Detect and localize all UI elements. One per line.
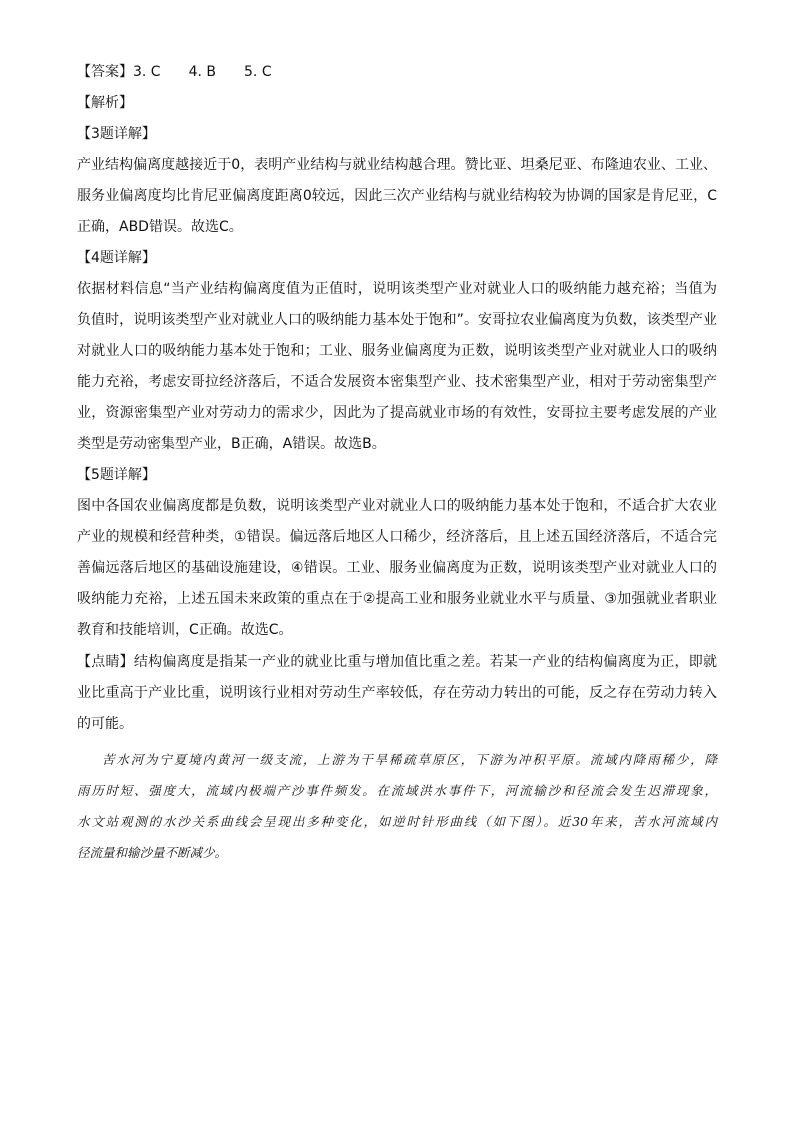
q3-line: 服务业偏离度均比肯尼亚偏离度距离0较远，因此三次产业结构与就业结构较为协调的国家是肯尼亚，C: [77, 188, 717, 204]
q4-line: 对就业人口的吸纳能力基本处于饱和；工业、服务业偏离度为正数，说明该类型产业对就业人口的吸纳: [77, 343, 717, 359]
q4-header: 【4题详解】: [77, 250, 156, 266]
note-line: 【点睛】结构偏离度是指某一产业的就业比重与增加值比重之差。若某一产业的结构偏离度为正，即就: [77, 654, 717, 670]
q5-line: 产业的规模和经营种类，①错误。偏远落后地区人口稀少，经济落后，且上述五国经济落后，不适合完: [77, 529, 717, 545]
answer-item-4: 4. B: [188, 64, 217, 80]
material-line: 苦水河为宁夏境内黄河一级支流，上游为干旱稀疏草原区，下游为冲积平原。流域内降雨稀少，降: [102, 752, 717, 767]
material-line: 雨历时短、强度大，流域内极端产沙事件频发。在流域洪水事件下，河流输沙和径流会发生迟滞现象，: [77, 783, 717, 798]
answer-item-3: 3. C: [133, 64, 161, 80]
note-line: 的可能。: [77, 716, 133, 732]
q4-line: 类型是劳动密集型产业，B正确，A错误。故选B。: [77, 436, 386, 452]
q3-line: 产业结构偏离度越接近于0，表明产业结构与就业结构越合理。赞比亚、坦桑尼亚、布隆迪农业、工业、: [77, 157, 717, 173]
q5-line: 吸纳能力充裕，上述五国未来政策的重点在于②提高工业和服务业就业水平与质量、③加强就业者职业: [77, 591, 717, 607]
q4-line: 依据材料信息“当产业结构偏离度值为正值时，说明该类型产业对就业人口的吸纳能力越充裕；当值为: [77, 281, 717, 297]
q3-line: 正确，ABD错误。故选C。: [77, 219, 243, 235]
q4-line: 业，资源密集型产业对劳动力的需求少，因此为了提高就业市场的有效性，安哥拉主要考虑发展的产业: [77, 405, 717, 421]
answer-label: 【答案】: [77, 64, 133, 80]
analysis-header: 【解析】: [77, 95, 133, 111]
q5-line: 教育和技能培训，C正确。故选C。: [77, 622, 293, 638]
q5-header: 【5题详解】: [77, 467, 156, 483]
q5-line: 善偏远落后地区的基础设施建设，④错误。工业、服务业偏离度为正数，说明该类型产业对就业人口的: [77, 560, 717, 576]
q4-line: 负值时，说明该类型产业对就业人口的吸纳能力基本处于饱和”。安哥拉农业偏离度为负数，该类型产业: [77, 312, 717, 328]
material-line: 径流量和输沙量不断减少。: [77, 845, 228, 860]
q4-line: 能力充裕，考虑安哥拉经济落后，不适合发展资本密集型产业、技术密集型产业，相对于劳动密集型产: [77, 374, 717, 390]
note-line: 业比重高于产业比重，说明该行业相对劳动生产率较低，存在劳动力转出的可能，反之存在劳动力转入: [77, 685, 717, 701]
material-line: 水文站观测的水沙关系曲线会呈现出多种变化，如逆时针形曲线（如下图）。近30年来，苦水河流域内: [77, 814, 717, 829]
q5-line: 图中各国农业偏离度都是负数，说明该类型产业对就业人口的吸纳能力基本处于饱和，不适合扩大农业: [77, 498, 717, 514]
answer-item-5: 5. C: [244, 64, 272, 80]
answer-line: [77, 62, 717, 82]
q3-header: 【3题详解】: [77, 126, 156, 142]
